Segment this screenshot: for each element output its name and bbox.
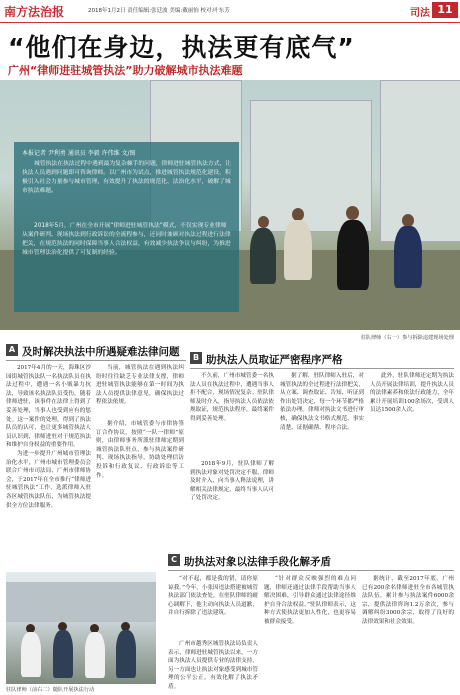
page-number: 11 [432,2,458,18]
building-shape [380,80,460,242]
paragraph: 广州市越秀区城管执法局负责人表示，律师进驻城管执法以来，一方面为执法人员提供专业的法律支持，另一方面也让执法对象感受到城市管理的公平公正，有效化解了执法矛盾。 [168,641,258,690]
intro-paragraph: 城管执法在执法过程中遇到最为复杂棘手的问题，律师进驻城管执法方式，让执法人员遇到问题即可咨询律师。以广州市为试点，推进城管执法规范化建设，积极引入社会力量参与城市管理，有效提升了执法的规范化、法治化水平，破解了城市执法难题。 [22,161,232,194]
paragraph: 不久前，广州市城管委一名执法人员在执法过程中，遭遇当事人拒不配合，现场情况复杂。驻队律师及时介入，指导执法人员依法依规取证，规范执法程序，最终案件得到妥善处理。 [190,373,274,422]
section-name: 司法 [410,8,430,19]
intro-paragraph: 2018年5月，广州在全市开展“律师进驻城管执法”模式，不仅实现专业律师从案件研判、现场执法到行政诉讼的全流程参与，还同时兼顾对执法过程进行法律把关，在规范执法的同时保障当事人合法权益，有效减少执法争议与纠纷，为推进城市管理法治化提供了可复制的经验。 [22,223,231,256]
person-figure [250,228,276,284]
masthead [0,0,460,23]
section-title-a: 及时解决执法中所遇疑难法律问题 [22,346,180,358]
article-column [6,364,91,450]
section-badge-b: B [190,352,202,364]
person-figure [116,630,136,678]
photo-caption: 驻队律师（前右二）随队开展执法行动 [6,687,95,693]
headline: “他们在身边，执法更有底气” [8,33,355,62]
paragraph: 据介绍，市城管委与市律协签订合作协议，按照“一队一律师”原则，由律师事务所派驻律师定期到城管执法队驻点，参与执法案件研判、现场执法指导，协助处理信访投诉和行政复议、行政诉讼等工作。 [96,421,184,479]
section-rule [190,368,454,369]
paragraph: “针对群众反映强烈的难点问题，律师还通过法律手段帮助当事人解决困难，引导群众通过法律途径维护自身合法权益。”驻队律师表示，这种方式使执法更加人性化，也更容易被群众接受。 [264,576,356,625]
section-rule [6,360,186,361]
paragraph: 2017年4月的一天，海珠区沙园街城管执法队一名执法队员在执法过程中，遭遇一名小贩暴力抗法，导致该名执法队员受伤。随着律师进驻，该事件在法律上得到了妥善处理，当事人也受到应有的惩处。这一案件的处理，得到了执法队员的认可，也让更多城管执法人员认识到，律师进驻对于规范执法和维护自身权益的重要作用。 [6,365,91,449]
paragraph: 当前，城管执法在遇到执法纠纷时往往缺乏专业法律支撑，律师进驻城管执法能够在第一时间为执法人员提供法律意见，确保执法过程依法依规。 [96,365,184,406]
paragraph: “对不起，都是我的错，请你原谅我。”今年，小张因违法搭建被城管执法部门依法查处，在驻队律师的耐心调解下，他主动向执法人员道歉，并自行拆除了违法建筑。 [168,576,258,617]
intro-overlay [14,142,239,312]
issue-meta: 2018年1月2日 责任编辑:张廷波 美编:戴丽怡 校对:叶东芳 [88,8,230,14]
paragraph: 据了解，驻队律师入驻后，对城管执法的全过程进行法律把关，从立案、调查取证、告知、听证到作出处罚决定，每一个环节都严格依法办理。律师对执法文书进行审核，确保执法文书格式规范、事实清楚、证据确凿、程序合法。 [280,373,364,431]
paragraph: 为进一步提升广州城市管理法治化水平，广州市城市管理委员会联合广州市司法局、广州市律师协会，于2017年在全市推行“律师进驻城管执法”工作，选派律师入驻各区城管执法队伍，为城管执法提供全方位法律服务。 [6,451,91,509]
section-badge-a: A [6,344,18,356]
paragraph: 此外，驻队律师还定期为执法人员开展法律培训，提升执法人员的法律素养和依法行政能力，全年累计开展培训100余场次，受训人员达1500余人次。 [370,373,454,414]
paragraph: 据统计，截至2017年底，广州已有200余名律师进驻全市各城管执法队伍，累计参与执法案件6000余宗，提供法律咨询1.2万余次，参与调解纠纷3000余宗，取得了良好的法律效果和社会效果。 [362,576,454,625]
section-title-c: 助执法对象以法律手段化解矛盾 [184,556,331,568]
photo-caption: 驻队律师（右一）参与拆除违建现场处理 [360,335,454,341]
person-head [258,216,269,228]
person-figure [85,632,105,678]
byline: 本报记者 尹利勇 通讯员 李毅 许伟维 文/图 [22,150,136,157]
skyline-shape [6,582,156,622]
paragraph: 2018年9月，驻队律师了解到执法对象对处罚决定不服，律师及时介入，向当事人释法说理，讲解相关法律规定，最终当事人认可了处罚决定。 [190,461,274,502]
section-rule [168,570,454,571]
section-badge-c: C [168,554,180,566]
person-head [346,206,359,220]
photo-law-enforcement-team [6,572,156,684]
person-figure [53,630,73,678]
person-figure [394,226,422,288]
person-figure [21,632,41,677]
newspaper-logo: 南方法治报 [4,5,65,19]
person-figure [337,220,369,290]
subheadline: 广州“律师进驻城管执法”助力破解城市执法难题 [8,64,243,77]
section-title-b: 助执法人员取证严密程序严格 [206,354,343,366]
person-figure [284,220,312,280]
